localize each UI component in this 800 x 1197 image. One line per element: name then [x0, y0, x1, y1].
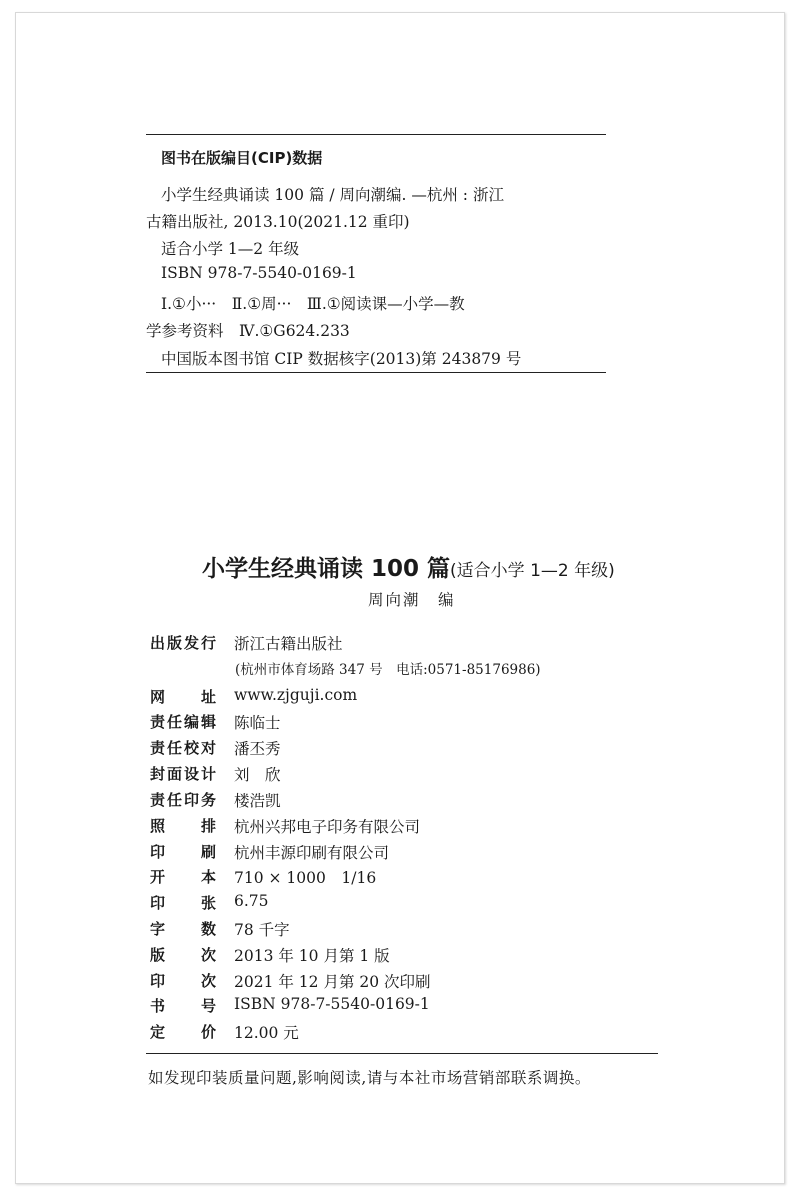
cip-bottom-rule — [146, 372, 606, 373]
info-label: 网址 — [150, 688, 216, 706]
info-value: 2013 年 10 月第 1 版 — [234, 947, 390, 965]
info-label: 照排 — [150, 817, 216, 835]
info-value: 12.00 元 — [234, 1024, 299, 1042]
footer-rule — [146, 1053, 658, 1054]
info-label: 责任编辑 — [150, 713, 216, 731]
info-label: 字数 — [150, 920, 216, 938]
cip-line: 适合小学 1—2 年级 — [161, 240, 300, 258]
info-value: 楼浩凯 — [234, 792, 281, 810]
info-value: 6.75 — [234, 892, 269, 910]
info-value: 刘 欣 — [234, 766, 281, 784]
info-value: 710 × 1000 1/16 — [234, 869, 377, 887]
cip-line: 小学生经典诵读 100 篇 / 周向潮编. —杭州 : 浙江 — [161, 186, 504, 204]
info-label: 责任印务 — [150, 791, 216, 809]
info-value: 78 千字 — [234, 921, 290, 939]
book-title-main: 小学生经典诵读 100 篇 — [202, 556, 451, 582]
info-value: 杭州兴邦电子印务有限公司 — [234, 818, 421, 836]
info-value: 陈临士 — [234, 714, 281, 732]
publisher-address: (杭州市体育场路 347 号 电话:0571-85176986) — [235, 662, 541, 678]
info-label: 封面设计 — [150, 765, 216, 783]
cip-heading: 图书在版编目(CIP)数据 — [161, 149, 323, 167]
info-label: 版次 — [150, 946, 216, 964]
info-value: 浙江古籍出版社 — [234, 635, 343, 653]
info-label: 定价 — [150, 1023, 216, 1041]
website-value: www.zjguji.com — [234, 686, 358, 704]
book-title-sub: (适合小学 1—2 年级) — [450, 561, 615, 581]
info-value: ISBN 978-7-5540-0169-1 — [234, 995, 430, 1013]
info-label: 出版发行 — [150, 634, 216, 652]
cip-line: ISBN 978-7-5540-0169-1 — [161, 264, 357, 282]
cip-line: Ⅰ.①小··· Ⅱ.①周··· Ⅲ.①阅读课—小学—教 — [161, 295, 465, 313]
info-value: 2021 年 12 月第 20 次印刷 — [234, 973, 431, 991]
info-label: 开本 — [150, 868, 216, 886]
cip-line: 古籍出版社, 2013.10(2021.12 重印) — [146, 213, 410, 231]
info-label: 书号 — [150, 997, 216, 1015]
info-value: 潘丕秀 — [234, 740, 281, 758]
editor-line: 周向潮 编 — [368, 591, 456, 609]
info-label: 责任校对 — [150, 739, 216, 757]
cip-line: 学参考资料 Ⅳ.①G624.233 — [146, 322, 350, 340]
info-label: 印次 — [150, 972, 216, 990]
book-title — [202, 550, 615, 583]
info-label: 印刷 — [150, 843, 216, 861]
quality-notice: 如发现印装质量问题,影响阅读,请与本社市场营销部联系调换。 — [148, 1069, 591, 1087]
cip-top-rule — [146, 134, 606, 135]
info-value: 杭州丰源印刷有限公司 — [234, 844, 390, 862]
info-label: 印张 — [150, 894, 216, 912]
cip-line: 中国版本图书馆 CIP 数据核字(2013)第 243879 号 — [161, 350, 522, 368]
